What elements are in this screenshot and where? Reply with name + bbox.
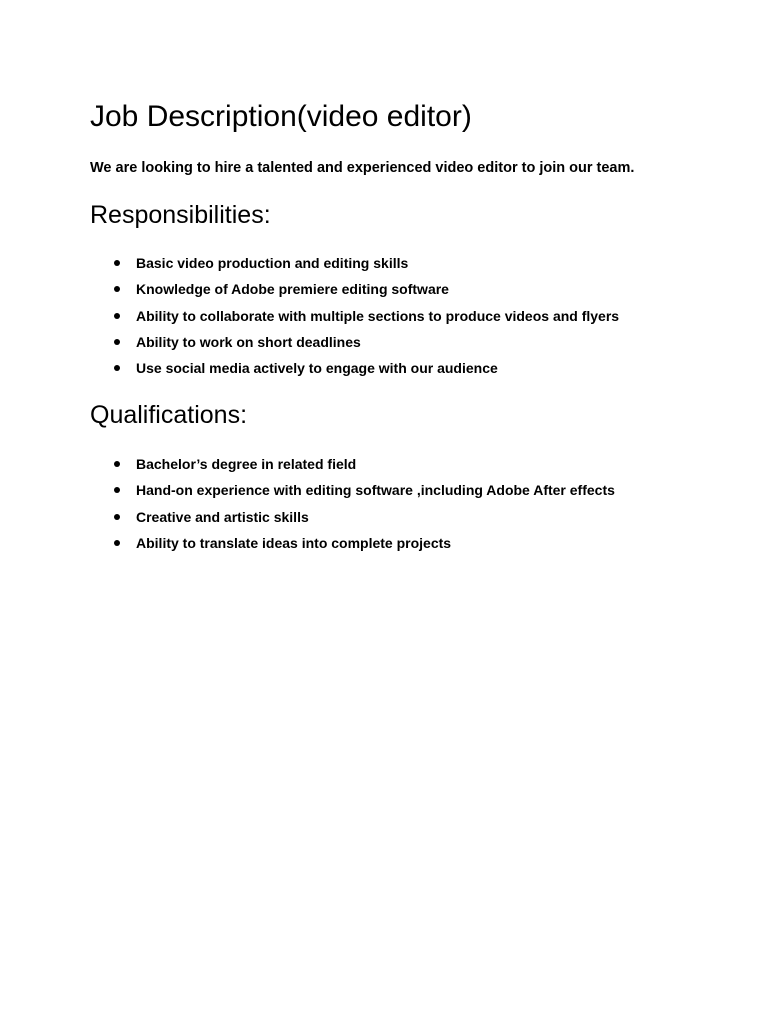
list-item-text: Creative and artistic skills (136, 508, 309, 525)
responsibilities-list (110, 253, 619, 384)
bullet-icon (114, 461, 120, 467)
bullet-icon (114, 313, 120, 319)
responsibilities-heading: Responsibilities: (90, 201, 271, 229)
bullet-icon (114, 286, 120, 292)
list-item (110, 480, 615, 506)
list-item-text: Ability to work on short deadlines (136, 333, 361, 350)
list-item-text: Basic video production and editing skills (136, 255, 409, 271)
intro-paragraph: We are looking to hire a talented and experienced video editor to join our team. (90, 160, 635, 176)
list-item-text: Ability to collaborate with multiple sections to produce videos and flyers (136, 307, 620, 324)
bullet-icon (114, 487, 120, 493)
bullet-icon (114, 365, 120, 371)
list-item (110, 507, 615, 533)
list-item (110, 332, 619, 358)
list-item (110, 253, 619, 279)
qualifications-heading: Qualifications: (90, 401, 248, 429)
list-item-text: Use social media actively to engage with our audience (136, 360, 498, 377)
bullet-icon (114, 540, 120, 546)
list-item-text: Hand-on experience with editing software ,including Adobe After effects (136, 482, 615, 499)
bullet-icon (114, 260, 120, 266)
list-item (110, 279, 619, 305)
list-item (110, 454, 615, 480)
list-item (110, 306, 619, 332)
qualifications-list (110, 454, 615, 559)
bullet-icon (114, 514, 120, 520)
list-item-text: Knowledge of Adobe premiere editing software (136, 281, 449, 298)
list-item (110, 533, 615, 559)
list-item-text: Ability to translate ideas into complete projects (136, 534, 452, 551)
bullet-icon (114, 339, 120, 345)
list-item (110, 358, 619, 384)
page-title: Job Description(video editor) (90, 100, 472, 133)
list-item-text: Bachelor’s degree in related field (136, 456, 357, 472)
